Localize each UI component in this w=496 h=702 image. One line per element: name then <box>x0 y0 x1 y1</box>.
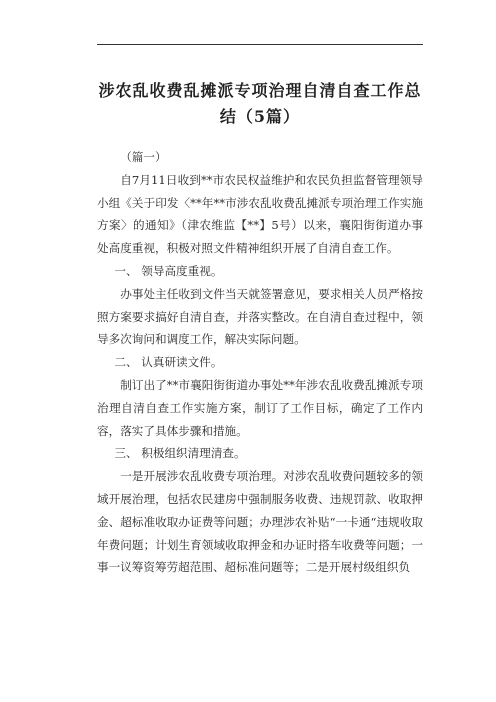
header-rule <box>97 44 423 45</box>
section-label: （篇一） <box>120 150 167 164</box>
paragraph: 一是开展涉农乱收费专项治理。对涉农乱收费问题较多的领域开展治理，包括农民建房中强制服务收费、违规罚款、收取押金、超标准收取办证费等问题；办理涉农补贴“一卡通“违规收取年费问题；计划生育领域收取押金和办证时搭车收费等问题；一事一议筹资筹劳超范围、超标准问题等；二是开展村级组织负 <box>97 469 423 575</box>
doc-title-line1: 涉农乱收费乱摊派专项治理自清自查工作总 <box>98 81 422 100</box>
section-heading: 三、 积极组织清理清查。 <box>114 446 246 461</box>
section-heading: 一、 领导高度重视。 <box>114 263 223 278</box>
section-heading: 二、 认真研读文件。 <box>114 355 223 370</box>
doc-title-line2: 结（5篇） <box>219 107 301 126</box>
paragraph: 自7月11日收到**市农民权益维护和农民负担监督管理领导小组《关于印发〈**年**市涉农乱收费乱摊派专项治理工作实施方案〉的通知》（津农维监【**】5号）以来，襄阳街街道办事处高度重视，积极对照文件精神组织开展了自清自查工作。 <box>97 172 423 256</box>
paragraph: 制订出了**市襄阳街街道办事处**年涉农乱收费乱摊派专项治理自清自查工作实施方案，制订了工作目标，确定了工作内容，落实了具体步骤和措施。 <box>97 377 423 438</box>
doc-body <box>97 146 423 579</box>
paragraph: 办事处主任收到文件当天就签署意见，要求相关人员严格按照方案要求搞好自清自查，并落实整改。在自清自查过程中，领导多次询问和调度工作，解决实际问题。 <box>97 286 423 347</box>
